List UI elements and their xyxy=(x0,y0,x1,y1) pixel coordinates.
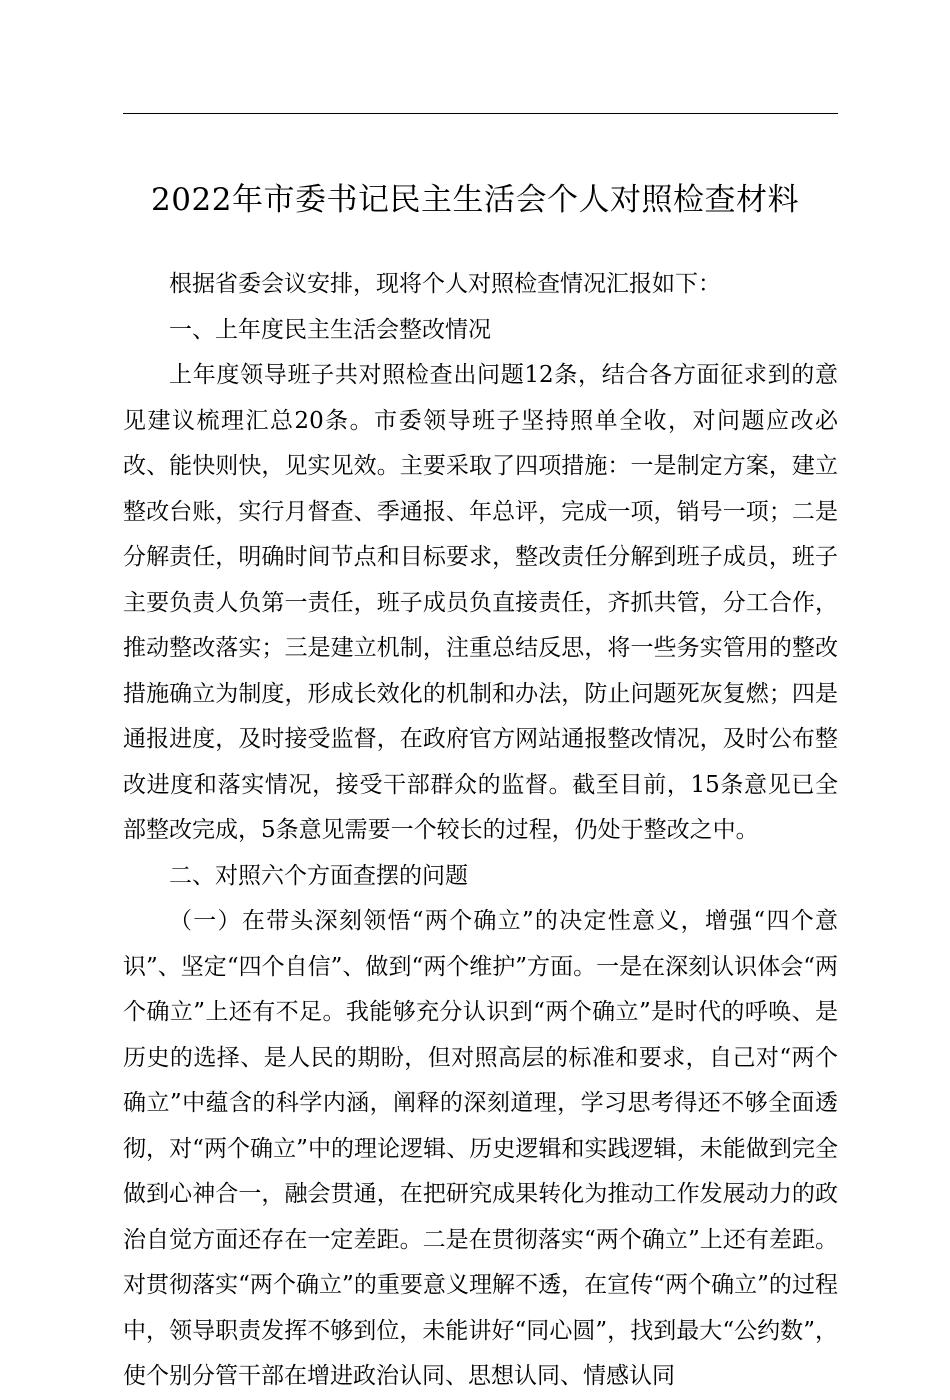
body-paragraph: （一）在带头深刻领悟“两个确立”的决定性意义，增强“四个意识”、坚定“四个自信”、做到“两个维护”方面。一是在深刻认识体会“两个确立”上还有不足。我能够充分认识到“两个确立”是时代的呼唤、是历史的选择、是人民的期盼，但对照高层的标准和要求，自己对“两个确立”中蕴含的科学内涵，阐释的深刻道理，学习思考得还不够全面透彻，对“两个确立”中的理论逻辑、历史逻辑和实践逻辑，未能做到完全做到心神合一，融会贯通，在把研究成果转化为推动工作发展动力的政治自觉方面还存在一定差距。二是在贯彻落实“两个确立”上还有差距。对贯彻落实“两个确立”的重要意义理解不透，在宣传“两个确立”的过程中，领导职责发挥不够到位，未能讲好“同心圆”，找到最大“公约数”，使个别分管干部在增进政治认同、思想认同、情感认同 xyxy=(123,908,838,1389)
header-rule xyxy=(123,113,838,114)
document-title: 2022年市委书记民主生活会个人对照检查材料 xyxy=(151,182,799,218)
document-body xyxy=(123,262,838,1400)
body-paragraph: 上年度领导班子共对照检查出问题12条，结合各方面征求到的意见建议梳理汇总20条。市委领导班子坚持照单全收，对问题应改必改、能快则快，见实见效。主要采取了四项措施：一是制定方案，建立整改台账，实行月督查、季通报、年总评，完成一项，销号一项；二是分解责任，明确时间节点和目标要求，整改责任分解到班子成员，班子主要负责人负第一责任，班子成员负直接责任，齐抓共管，分工合作，推动整改落实；三是建立机制，注重总结反思，将一些务实管用的整改措施确立为制度，形成长效化的机制和办法，防止问题死灰复燃；四是通报进度，及时接受监督，在政府官方网站通报整改情况，及时公布整改进度和落实情况，接受干部群众的监督。截至目前，15条意见已全部整改完成，5条意见需要一个较长的过程，仍处于整改之中。 xyxy=(123,362,838,843)
section-heading-1: 一、上年度民主生活会整改情况 xyxy=(169,316,491,343)
section-heading-2: 二、对照六个方面查摆的问题 xyxy=(169,862,468,889)
intro-paragraph: 根据省委会议安排，现将个人对照检查情况汇报如下： xyxy=(169,271,721,297)
